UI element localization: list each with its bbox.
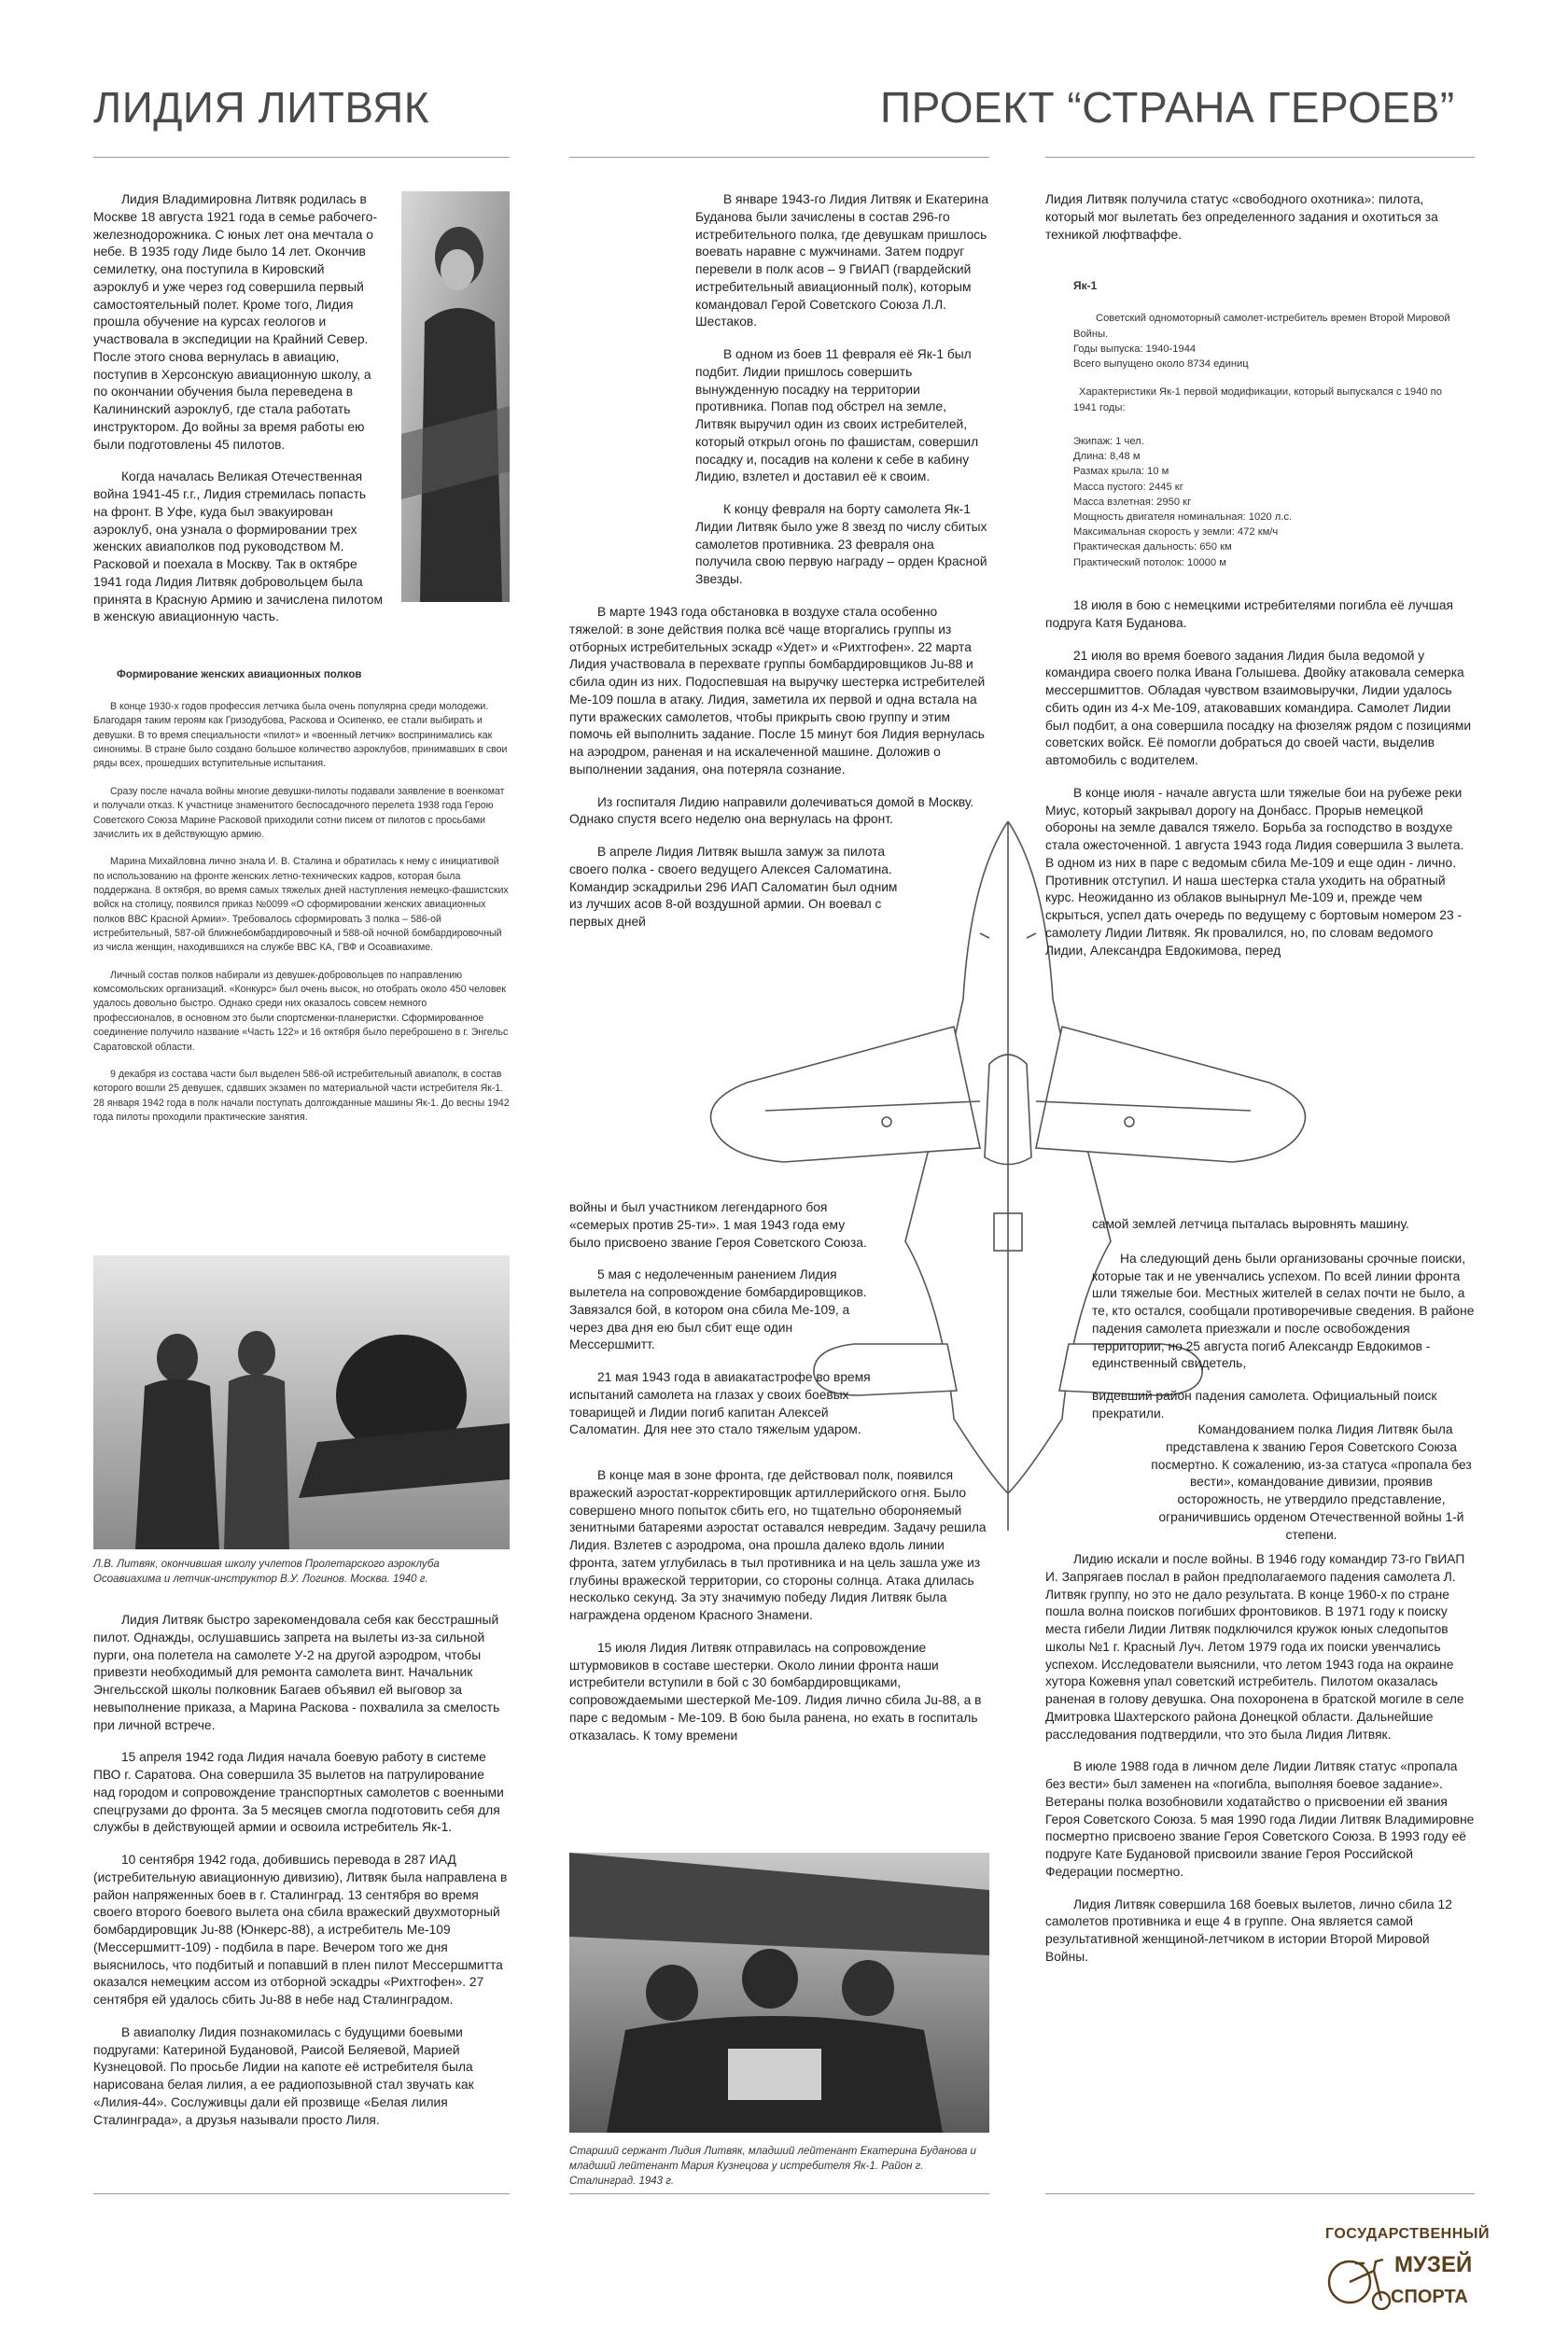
biography-intro (93, 191, 383, 641)
museum-logo (1325, 2226, 1490, 2319)
career-paragraph: 15 апреля 1942 года Лидия начала боевую работу в системе ПВО г. Саратова. Она совершила 35 вылетов на патрулирование над городом и сопровождение транспортных самолетов с военными спецгрузами до фронта. За 5 месяцев смогла подготовить себя для службы в действующей армии и освоила истребитель Як-1. (93, 1750, 504, 1835)
yak1-title: Як-1 (1073, 279, 1098, 292)
career-paragraph: В авиаполку Лидия познакомилась с будущими боевыми подругами: Катериной Будановой, Раисой Беляевой, Марией Кузнецовой. По просьбе Лидии на капоте её истребителя была нарисована белая лилия, а ее радиопозывной стал звучать как «Лилия-44». Сослуживцы дали ей прозвище «Белая лилия Сталинграда», а друзья называли просто Лиля. (93, 2024, 474, 2127)
spec-crew: Экипаж: 1 чел. (1073, 435, 1144, 447)
three-pilots-photo-caption: Старший сержант Лидия Литвяк, младший лейтенант Екатерина Буданова и младший лейтенант Мария Кузнецова у истребителя Як-1. Район г. Сталинград. 1943 г. (569, 2146, 976, 2188)
regiments-paragraph: Марина Михайловна лично знала И. В. Сталина и обратилась к нему с инициативой по использованию на фронте женских летно-технических кадров, которая была поддержана. 8 октября, во время самых тяжелых дней наступления немецко-фашистских войск на столицу, появился приказ №0099 «О сформировании женских авиационных полков ВВС Красной Армии». Требовалось сформировать 3 полка – 586-ой истребительный, 587-ой ближнебомбардировочный и 588-ой ночной бомбардировочный из числа женщин, находившихся на службе ВВС КА, ГВФ и Осоавиахиме. (93, 856, 509, 954)
spec-empty-mass: Масса пустого: 2445 кг (1073, 481, 1183, 493)
spec-max-speed: Максимальная скорость у земли: 472 км/ч (1073, 526, 1279, 539)
regiments-text (93, 700, 510, 1138)
top-rule-col1 (93, 157, 510, 158)
bottom-rule-col3 (1045, 2193, 1475, 2194)
story-paragraph: 21 мая 1943 года в авиакатастрофе во время испытаний самолета на глазах у своих боевых товарищей и Лидии погиб капитан Алексей Саломатин. Для нее это стало тяжелым ударом. (569, 1370, 871, 1437)
bottom-rule-col2 (569, 2193, 989, 2194)
three-pilots-photo (569, 1853, 989, 2133)
story-paragraph: 21 июля во время боевого задания Лидия была ведомой у командира своего полка Ивана Голышева. Двойку атаковала семерка мессершмиттов. Обладая чувством взаимовыручки, Лидии удалось сбить один из 4-х Ме-109, атаковавших командира. Самолет Лидии был подбит, а она совершила посадку на фюзеляж рядом с позициями советских войск. Её помогли добраться до своей части, выделив автомобиль с водителем. (1045, 648, 1472, 767)
col2-lower-text (569, 1467, 989, 1759)
story-paragraph: видевший район падения самолета. Официальный поиск прекратили. (1092, 1389, 1437, 1421)
col3-lower-text (1045, 1551, 1475, 1981)
story-paragraph: На следующий день были организованы срочные поиски, которые так и не увенчались успехом. По всей линии фронта шли тяжелые бои. Местных жителей в селах почти не было, а те, кто остался, сообщали противоречивые сведения. В районе падения самолета приезжали и после освобождения территории, но 25 августа погиб Александр Евдокимов - единственный свидетель, (1092, 1251, 1475, 1371)
col3-upper-text (1045, 597, 1475, 974)
top-rule-col3 (1045, 157, 1475, 158)
regiments-paragraph: В конце 1930-х годов профессия летчика была очень популярна среди молодежи. Благодаря таким героям как Гризодубова, Раскова и Осипенко, ее стали выбирать и девушки. В то время специальности «пилот» и «военный летчик» воспринимались как синонимы. В стране было создано большое количество аэроклубов, принимавших в свои ряды всех, прошедших вступительные испытания. (93, 701, 508, 770)
col3-search-text (1092, 1216, 1475, 1438)
project-title: ПРОЕКТ “СТРАНА ГЕРОЕВ” (880, 83, 1455, 132)
bicycle-icon (1327, 2250, 1393, 2310)
col2-mid-text (569, 1199, 877, 1454)
col2-upper-text (695, 191, 989, 604)
regiments-heading: Формирование женских авиационных полков (117, 669, 362, 680)
early-career-text (93, 1612, 510, 2144)
story-paragraph: В январе 1943-го Лидия Литвяк и Екатерина Буданова были зачислены в состав 296-го истребительного полка, где девушкам пришлось воевать наравне с мужчинами. Затем подруг перевели в полк асов – 9 ГвИАП (гвардейский истребительный авиационный полк), которым командовал Герой Советского Союза Л.Л. Шестаков. (695, 192, 989, 329)
story-paragraph: 18 июля в бою с немецкими истребителями погибла её лучшая подруга Катя Буданова. (1045, 598, 1453, 630)
spec-ceiling: Практический потолок: 10000 м (1073, 556, 1226, 568)
spec-length: Длина: 8,48 м (1073, 451, 1141, 463)
story-paragraph: Лидия Литвяк совершила 168 боевых вылетов, лично сбила 12 самолетов противника и еще 4 в группе. Она является самой результативной женщиной-летчиком в истории Второй Мировой Войны. (1045, 1897, 1452, 1964)
career-paragraph: Лидия Литвяк быстро зарекомендовала себя как бесстрашный пилот. Однажды, ослушавшись запрета на вылеты из-за сильной пурги, она полетела на самолете У-2 на другой аэродром, чтобы привезти необходимый для ремонта самолета винт. Начальник Энгельсской школы полковник Багаев объявил ей выговор за невыполнение приказа, а Марина Раскова - похвалила за смелость при личной встрече. (93, 1613, 500, 1732)
story-paragraph: Лидию искали и после войны. В 1946 году командир 73-го ГвИАП И. Запрягаев послал в район предполагаемого падения самолета Л. Литвяк группу, но это не дало результата. В конце 1960-х по стране пошла волна поисков погибших фронтовиков. В 1971 году к поиску места гибели Лидии Литвяк подключился кружок юных следопытов школы №1 г. Красный Луч. Летом 1979 года их поиски увенчались успехом. Исследователи выяснили, что летом 1943 года на окраине хутора Кожевня упал советский истребитель. Пилотом оказалась раненая в голову девушка. Она похоронена в братской могиле в селе Дмитровка Шахтерского района Донецкой области. Дальнейшие расследования подтвердили, что это была Лидия Литвяк. (1045, 1552, 1465, 1742)
regiments-paragraph: Сразу после начала войны многие девушки-пилоты подавали заявление в военкомат и получали отказ. К участнице знаменитого беспосадочного перелета 1938 года Герою Советского Союза Марине Расковой приходили сотни писем от пилотов с просьбами зачислить их в действующую армию. (93, 785, 505, 840)
instructor-photo-caption: Л.В. Литвяк, окончившая школу учлетов Пролетарского аэроклуба Осоавиахима и летчик-инструктор В.У. Логинов. Москва. 1940 г. (93, 1559, 440, 1586)
yak1-specs-block (1073, 278, 1465, 581)
logo-line1: ГОСУДАРСТВЕННЫЙ (1325, 2226, 1490, 2242)
free-hunter-text: Лидия Литвяк получила статус «свободного охотника»: пилота, который мог вылетать без определенного задания и охотиться за техникой люфтваффе. (1045, 192, 1438, 242)
bottom-rule-col1 (93, 2193, 510, 2194)
spec-wingspan: Размах крыла: 10 м (1073, 466, 1169, 478)
spec-range: Практическая дальность: 650 км (1073, 541, 1232, 553)
spec-takeoff-mass: Масса взлетная: 2950 кг (1073, 496, 1192, 508)
story-paragraph: 15 июля Лидия Литвяк отправилась на сопровождение штурмовиков в составе шестерки. Около линии фронта наши истребители вступили в бой с 30 бомбардировщиками, сопровождаемыми шестеркой Ме-109. Лидия лично сбила Ju-88, а в паре с ведомым - Ме-109. В бою была ранена, но ехать в госпиталь отказалась. К тому времени (569, 1640, 982, 1743)
logo-line3: СПОРТА (1391, 2287, 1468, 2307)
story-paragraph: В конце мая в зоне фронта, где действовал полк, появился вражеский аэростат-корректировщик артиллерийского огня. Было совершено много попыток сбить его, но тщательно обороняемый зенитными батареями аэростат оставался невредим. Задачу решила Лидия. Взлетев с аэродрома, она прошла далеко вдоль линии фронта, затем углубилась в тыл противника и на цель зашла уже из глубины вражеской территории, со стороны солнца. Атака длилась несколько секунд. За эту значимую победу Лидия Литвяк была награждена орденом Красного Знамени. (569, 1468, 987, 1622)
story-paragraph: Командованием полка Лидия Литвяк была представлена к званию Героя Советского Союза посмертно. К сожалению, из-за статуса «пропала без вести», командование дивизии, проявив осторожность, не утвердило представление, ограничившись орденом Отечественной войны 1-й степени. (1151, 1422, 1472, 1542)
regiments-paragraph: Личный состав полков набирали из девушек-добровольцев по направлению комсомольских организаций. «Конкурс» был очень высок, но отобрать около 450 человек удалось довольно быстро. Однако среди них оказалось совсем немного профессионалов, в основном это были спортсменки-планеристки. Сформированное соединение получило название «Часть 122» и 16 октября было переброшено в г. Энгельс Саратовской области. (93, 969, 509, 1053)
story-paragraph: В июле 1988 года в личном деле Лидии Литвяк статус «пропала без вести» был заменен на «погибла, выполняя боевое задание». Ветераны полка возобновили ходатайство о присвоении ей звания Героя Советского Союза. 5 мая 1990 года Лидии Литвяк Владимировне посмертно присвоено звание Героя Советского Союза. В 1993 году её подруге Кате Будановой присвоили звание Героя Российской Федерации посмертно. (1045, 1759, 1475, 1879)
story-paragraph: войны и был участником легендарного боя «семерых против 25-ти». 1 мая 1943 года ему было присвоено звание Героя Советского Союза. (569, 1200, 867, 1250)
story-paragraph: К концу февраля на борту самолета Як-1 Лидии Литвяк было уже 8 звезд по числу сбитых самолетов противника. 23 февраля она получила свою первую награду – орден Красной Звезды. (695, 502, 987, 586)
logo-line2: МУЗЕЙ (1394, 2252, 1473, 2277)
story-paragraph: В марте 1943 года обстановка в воздухе стала особенно тяжелой: в зоне действия полка всё чаще вторгались группы из отборных истребительных эскадр «Удет» и «Рихтгофен». 22 марта Лидия участвовала в перехвате группы бомбардировщиков Ju-88 и сбила один из них. Подоспевшая на выручку шестерка истребителей Ме-109 пошла в атаку. Лидия, заметила их первой и одна встала на пути вражеских самолетов, чтобы прикрыть свою группу и этим помочь ей выполнить задание. После 15 минут боя Лидия вернулась на аэродром, раненая и на искалеченной машине. Доложив о выполнении задания, она потеряла сознание. (569, 605, 986, 777)
spec-engine-power: Мощность двигателя номинальная: 1020 л.с. (1073, 511, 1293, 523)
story-paragraph: Из госпиталя Лидию направили долечиваться домой в Москву. Однако спустя всего неделю она вернулась на фронт. (569, 794, 974, 827)
story-paragraph: В одном из боев 11 февраля её Як-1 был подбит. Лидии пришлось совершить вынужденную посадку на территории противника. Попав под обстрел на земле, Литвяк выручил один из своих истребителей, который открыл огонь по фашистам, совершил посадку и, посадив на колени к себе в кабину Лидию, взлетел и доставил её к своим. (695, 347, 979, 484)
yak1-specs-intro: Характеристики Як-1 первой модификации, который выпускался с 1940 по 1941 годы: (1073, 386, 1442, 413)
career-paragraph: 10 сентября 1942 года, добившись перевода в 287 ИАД (истребительную авиационную дивизию), Литвяк была направлена в район напряженных боев в г. Сталинград. 13 сентября во время своего второго боевого вылета она сбила вражеский двухмоторный бомбардировщик Ju-88 (Юнкерс-88), а истребитель Ме-109 (Мессершмитт-109) - подбила в паре. Вечером того же дня выяснилось, что подбитый и попавший в плен пилот Мессершмитта оказался немецким ассом из отборной эскадры «Рихтгофен». 27 сентября ей удалось сбить Ju-88 в небе над Сталинградом. (93, 1853, 508, 2007)
story-paragraph: 5 мая с недолеченным ранением Лидия вылетела на сопровождение бомбардировщиков. Завязался бой, в котором она сбила Ме-109, а через два дня ею был сбит еще один Мессершмитт. (569, 1267, 867, 1352)
yak1-count: Всего выпущено около 8734 единиц (1073, 358, 1249, 371)
page-title: ЛИДИЯ ЛИТВЯК (93, 83, 429, 132)
intro-paragraph: Лидия Владимировна Литвяк родилась в Москве 18 августа 1921 года в семье рабочего-железнодорожника. С юных лет она мечтала о небе. В 1935 году Лиде было 14 лет. Окончив семилетку, она поступила в Кировский аэроклуб и уже через год совершила первый самостоятельный полет. Кроме того, Лидия прошла обучение на курсах геологов и участвовала в экспедиции на Крайний Север. После этого снова вернулась в авиацию, поступив в Херсонскую авиационную школу, а по окончании обучения была переведена в Калининский аэроклуб, где стала работать инструктором. До войны за время работы ею были подготовлены 45 пилотов. (93, 192, 378, 452)
story-paragraph: В конце июля - начале августа шли тяжелые бои на рубеже реки Миус, который закрывал дорогу на Донбасс. Прорыв немецкой обороны на земле давался тяжело. Борьба за господство в воздухе стала ожесточенной. 1 августа 1943 года Лидия совершила 3 вылета. В одном из них в паре с ведомым сбила Ме-109 и еще один - лично. Противник отступил. И наша шестерка стала уходить на обратный курс. Неожиданно из облаков вынырнул Ме-109 и, прежде чем скрыться, успел дать очередь по ведущему с бортовым номером 23 - самолету Лидии Литвяк. Як провалился, но, по словам ведомого Лидии, Александра Евдокимова, перед (1045, 785, 1464, 958)
yak1-description: Советский одномоторный самолет-истребитель времен Второй Мировой Войны. (1073, 313, 1450, 340)
instructor-photo (93, 1255, 510, 1549)
top-rule-col2 (569, 157, 989, 158)
portrait-photo (401, 191, 510, 602)
story-paragraph: самой землей летчица пыталась выровнять машину. (1092, 1217, 1409, 1231)
story-paragraph: В апреле Лидия Литвяк вышла замуж за пилота своего полка - своего ведущего Алексея Саломатина. Командир эскадрильи 296 ИАП Саломатин был одним из лучших асов 8-ой воздушной армии. Он воевал с первых дней (569, 845, 898, 929)
yak1-years: Годы выпуска: 1940-1944 (1073, 343, 1197, 355)
intro-paragraph: Когда началась Великая Отечественная война 1941-45 г.г., Лидия стремилась попасть на фронт. В Уфе, куда был эвакуирован аэроклуб, она узнала о формировании трех женских авиаполков под руководством М. Расковой и поехала в Москву. Так в октябре 1941 года Лидия Литвяк добровольцем была принята в Красную Армию и зачислена пилотом в женскую авиационную часть. (93, 469, 383, 624)
col3-nomination-text (1148, 1421, 1475, 1559)
regiments-paragraph: 9 декабря из состава части был выделен 586-ой истребительный авиаполк, в состав которого вошли 25 девушек, сдавших экзамен по материальной части истребителя Як-1. 28 января 1942 года в полк начали поступать долгожданные машины Як-1. До весны 1942 года пилоты проходили практические занятия. (93, 1068, 510, 1123)
